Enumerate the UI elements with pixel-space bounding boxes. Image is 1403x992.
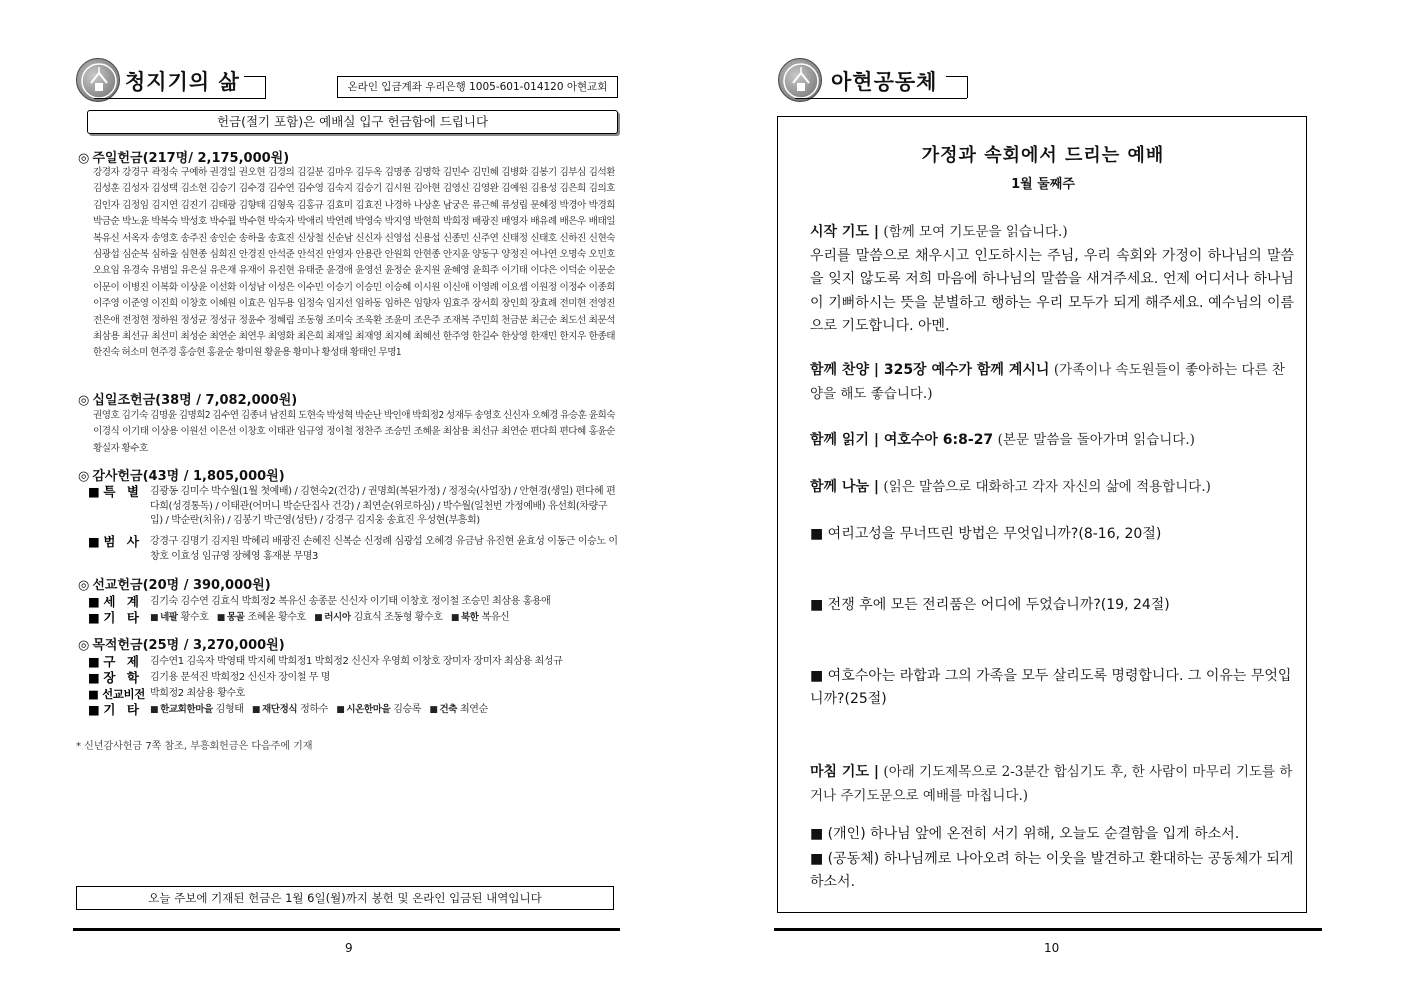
thanks-common: [88, 535, 618, 567]
right-page: [700, 0, 1403, 992]
hymn-label: 함께 찬양 | 325장 예수가 함께 계시니: [810, 362, 1050, 378]
question-item: ■ 여호수아는 라합과 그의 가족을 모두 살리도록 명령합니다. 그 이유는 무엇입니까?(25절): [810, 668, 1292, 707]
purpose-scholarship: [88, 671, 618, 686]
reading-label: 함께 읽기 | 여호수아 6:8-27: [810, 432, 994, 448]
title-bracket: [967, 76, 968, 98]
purpose-etc-list: [150, 703, 618, 718]
opening-prayer-section: [810, 221, 1294, 339]
bottom-notice: 오늘 주보에 기재된 헌금은 1월 6일(월)까지 봉헌 및 온라인 입금된 내역입니다: [76, 886, 614, 910]
mission-etc-list: [150, 611, 618, 626]
thanks-common-label: ■ 범 사: [88, 534, 139, 549]
sunday-offering-heading: ◎ 주일헌금(217명/ 2,175,000원): [78, 151, 290, 166]
mission-world-label: ■ 세 계: [88, 594, 139, 609]
purpose-relief-label: ■ 구 제: [88, 654, 139, 669]
purpose-etc-item: ■ 한교회한마을 김형태: [150, 704, 244, 715]
hymn-note: (가족이나 속도원들이 좋아하는 다른 찬양을 해도 좋습니다.): [810, 362, 1285, 402]
title-underline: [795, 98, 967, 99]
tithe-offering-names: 권영호 김기숙 김명윤 김명희2 김수연 김종녀 남진희 도현숙 박성혁 박순난 박인애 박희정2 성재두 송영호 신신자 오혜경 유승훈 윤희숙 이경식 이기태 이상용 이원선 이은선 이창호 이태관 임규영 정이철 정찬주 조승민 조혜윤 최삼용 최선규 최연순 편다희 편다혜 홍윤순 황실자 황수호: [93, 410, 615, 454]
purpose-scholarship-label: ■ 장 학: [88, 670, 139, 685]
thanks-special-label: ■ 특 별: [88, 484, 139, 499]
page-number: 9: [345, 941, 353, 955]
closing-label: 마침 기도 |: [810, 764, 879, 780]
tithe-offering-heading: ◎ 십일조헌금(38명 / 7,082,000원): [78, 393, 298, 408]
purpose-etc-item: ■ 건축 최연순: [429, 704, 488, 715]
thanks-special: [88, 485, 618, 535]
mission-offering-heading: ◎ 선교헌금(20명 / 390,000원): [78, 578, 271, 593]
mission-etc-item: ■ 네팔 황수호: [150, 612, 209, 623]
purpose-vision-text: 박희정2 최삼용 황수호: [150, 688, 245, 699]
mission-world: [88, 595, 618, 610]
worship-guide-box: [777, 116, 1307, 913]
question-item: ■ 여리고성을 무너뜨린 방법은 무엇입니까?(8-16, 20절): [810, 526, 1162, 542]
opening-note: (함께 모여 기도문을 읽습니다.): [883, 224, 1068, 240]
purpose-etc: [88, 703, 618, 718]
sharing-note: (읽은 말씀으로 대화하고 각자 자신의 삶에 적용합니다.): [883, 479, 1211, 495]
worship-title: 가정과 속회에서 드리는 예배: [921, 145, 1165, 166]
title-underline: [94, 98, 266, 99]
mission-world-text: 김기숙 김수연 김효식 박희정2 복유신 송종문 신신자 이기태 이창호 정이철 조승민 최삼용 홍용애: [150, 596, 551, 607]
title-bracket: [265, 76, 266, 98]
sharing-section: [810, 476, 1294, 500]
mission-etc-item: ■ 러시아 김효식 조동형 황수호: [314, 612, 443, 623]
footnote: * 신년감사헌금 7쪽 참조, 부흥회헌금은 다음주에 기재: [76, 741, 313, 752]
purpose-etc-label: ■ 기 타: [88, 702, 139, 717]
purpose-scholarship-text: 김기용 문석진 박희정2 신신자 장이철 무 명: [150, 672, 331, 683]
hymn-section: [810, 359, 1294, 406]
purpose-relief: [88, 655, 618, 670]
title-bracket-top: [244, 76, 266, 77]
mission-etc: [88, 611, 618, 626]
title-bracket-top: [946, 76, 968, 77]
account-info: 온라인 입금계좌 우리은행 1005-601-014120 아현교회: [337, 76, 618, 98]
closing-note: (아래 기도제목으로 2-3분간 합심기도 후, 한 사람이 마무리 기도를 하거나 주기도문으로 예배를 마칩니다.): [810, 764, 1293, 804]
purpose-offering-heading: ◎ 목적헌금(25명 / 3,270,000원): [78, 638, 285, 653]
reading-note: (본문 말씀을 돌아가며 읽습니다.): [997, 432, 1195, 448]
thanks-common-text: 강경구 김명기 김지원 박혜리 배광진 손혜진 신복순 신정례 심광섭 오혜경 유금남 유진현 윤효성 이동근 이승노 이창호 이효성 임규영 장혜영 홍재분 무명3: [150, 536, 618, 562]
sunday-offering-names: 강경자 강경구 곽정숙 구예하 권경일 권오현 김경의 김길분 김마우 김두옥 김명종 김명학 김민수 김민혜 김병화 김봉기 김부심 김석환 김성훈 김성자 김성택 김소현 김승기 김수경 김수연 김수영 김숙지 김승기 김시원 김아현 김영신 김영완 김예원 김용성 김은희 김의호 김인자 김정임 김지연 김진기 김태광 김향태 김형욱 김홍규 김효미 김효진 나경하 나상훈 남궁은 류근혜 류성립 문혜정 박경아 박경희 박금순 박노윤 박복숙 박성호 박수월 박수현 박숙자 박애리 박연례 박영숙 박지영 박현희 박희정 배광진 배영자 배유례 배은우 배태일 복유신 서옥자 송영호 송주진 송인순 송하울 송효진 신상철 신순남 신신자 신영섭 신용섭 신종민 신주연 신태정 신태호 신하진 신현숙 심광섭 심순복 심하울 심현종 심희진 안경진 안석준 안석진 안영자 안용란 안원희 안현종 안지윤 양동구 양정진 여나연 오명숙 오민호 오요임 유경숙 유범일 유은실 유은재 유재이 유진현 유태준 윤경애 윤영선 윤정순 윤지원 윤혜영 윤희주 이기태 이다은 이덕순 이문순 이문이 이병진 이복화 이상윤 이선화 이성남 이성은 이수민 이승기 이승민 이승혜 이시원 이신애 이영례 이요셉 이원정 이정수 이종희 이주영 이준영 이진희 이창호 이혜원 이효은 임두용 임정숙 임지선 임하동 임하은 임향자 임효주 장서희 장인희 장효례 전미현 전영진 전은애 전정현 정하원 정성균 정성규 정윤수 정혜림 조동형 조미숙 조욱환 조윤미 조은주 조재복 주민희 천금분 최근순 최도선 최문석 최삼용 최선규 최선미 최성순 최연순 최연우 최영화 최은희 최재일 최재영 최지혜 최혜선 한주영 한길수 한상영 한재민 한지우 한종태 한진숙 허소미 현주경 홍승현 홍윤순 황미원 황윤용 황미나 황성태 황태인 무명1: [93, 167, 615, 359]
worship-subtitle: 1월 둘째주: [1011, 177, 1075, 192]
church-logo-icon: [76, 58, 120, 102]
thanks-special-text: 김광동 김미수 박수월(1월 첫예배) / 김현숙2(건강) / 권명희(복된가정) / 정정숙(사업장) / 안현경(생일) 편다혜 편다희(성경통독) / 이태관(어머니 박순단집사 건강) / 최연순(위로하심) / 박수월(일천번 가정예배) 유선희(차량구입) / 박순란(치유) / 김봉기 박근영(성탄) / 강경구 김지웅 송효진 우성현(부흥회): [150, 486, 616, 526]
church-logo-icon: [778, 58, 822, 102]
page-number: 10: [1044, 941, 1060, 955]
purpose-vision: [88, 687, 618, 702]
opening-prayer-text: 우리를 말씀으로 채우시고 인도하시는 주님, 우리 속회와 가정이 하나님의 말씀을 잊지 않도록 저희 마음에 하나님의 말씀을 새겨주세요. 언제 어디서나 하나님이 기뻐하시는 뜻을 분별하고 행하는 우리 모두가 되게 해주세요. 예수님의 이름으로 기도합니다. 아멘.: [810, 247, 1294, 334]
prayer-item: ■ (공동체) 하나님께로 나아오려 하는 이웃을 발견하고 환대하는 공동체가 되게 하소서.: [810, 851, 1294, 890]
purpose-vision-label: ■ 선교비전: [88, 687, 145, 701]
question-item: ■ 전쟁 후에 모든 전리품은 어디에 두었습니까?(19, 24절): [810, 597, 1170, 613]
prayer-item: ■ (개인) 하나님 앞에 온전히 서기 위해, 오늘도 순결함을 입게 하소서.: [810, 826, 1240, 842]
purpose-relief-text: 김수연1 김옥자 박영태 박지혜 박희정1 박희정2 신신자 우영희 이창호 장미자 장미자 최삼용 최성규: [150, 656, 563, 667]
mission-etc-item: ■ 몽골 조혜윤 황수호: [216, 612, 306, 623]
thanks-offering-heading: ◎ 감사헌금(43명 / 1,805,000원): [78, 469, 285, 484]
left-page: [0, 0, 700, 992]
section-title: 청지기의 삶: [125, 70, 240, 94]
mission-etc-label: ■ 기 타: [88, 610, 139, 625]
section-title: 아현공동체: [831, 70, 938, 94]
offering-notice: 헌금(절기 포함)은 예배실 입구 헌금함에 드립니다: [87, 110, 618, 134]
reading-section: [810, 429, 1294, 453]
sharing-label: 함께 나눔 |: [810, 479, 879, 495]
opening-label: 시작 기도 |: [810, 224, 879, 240]
purpose-etc-item: ■ 재단정식 정하수: [251, 704, 328, 715]
closing-prayer-section: [810, 761, 1294, 808]
footer-rule: [774, 928, 1322, 931]
footer-rule: [73, 928, 620, 931]
mission-etc-item: ■ 북한 복유신: [450, 612, 510, 623]
purpose-etc-item: ■ 시온한마을 김승록: [336, 704, 422, 715]
